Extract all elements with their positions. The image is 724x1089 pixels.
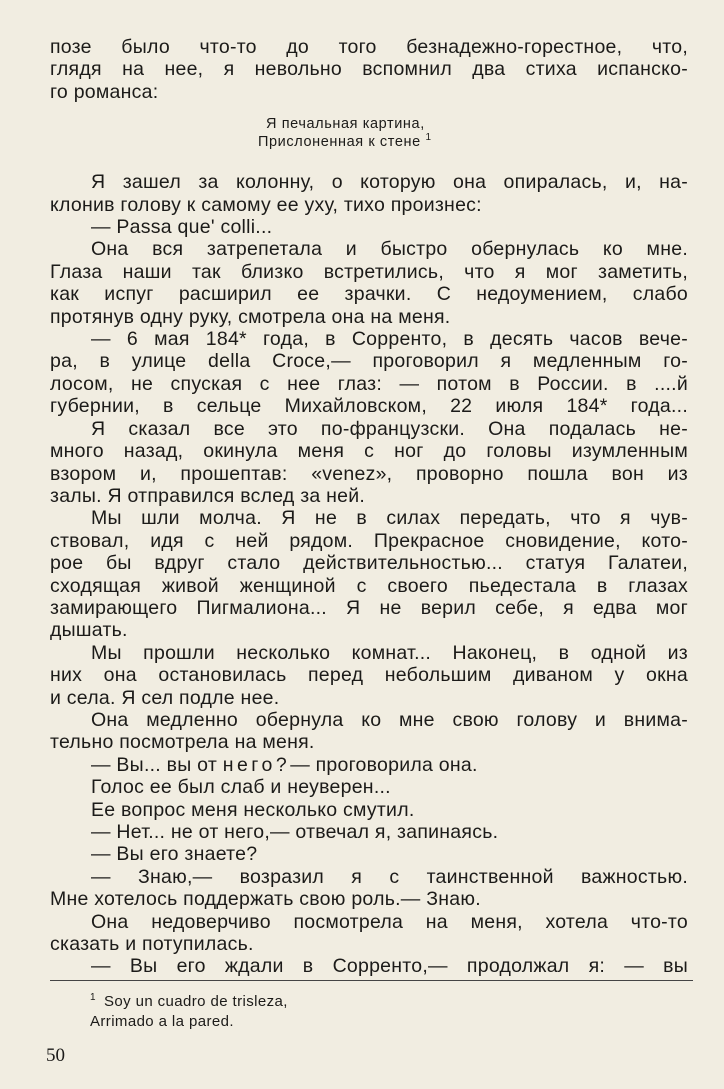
- footnote-reference: 1: [425, 132, 432, 144]
- text-line: го романса:: [50, 80, 159, 103]
- paragraph: [50, 955, 688, 977]
- text-line: — Вы его знаете?: [91, 843, 258, 866]
- text-line: сходящая живой женщиной с своего пьедестала в глазах: [50, 574, 688, 597]
- text-line: Она недоверчиво посмотрела на меня, хотела что-то: [91, 910, 688, 933]
- paragraph: [50, 171, 688, 216]
- text-line: ствовал, идя с ней рядом. Прекрасное сновидение, кото-: [50, 529, 688, 552]
- spaced-emphasis: него?: [222, 753, 291, 776]
- text-line: — Знаю,— возразил я с таинственной важностью.: [91, 865, 688, 888]
- footnote-line: [90, 992, 288, 1012]
- text-line: Глаза наши так близко встретились, что я мог заметить,: [50, 260, 688, 283]
- text-line: Ее вопрос меня несколько смутил.: [91, 798, 415, 821]
- paragraph: [50, 821, 688, 843]
- text-line: Мы прошли несколько комнат... Наконец, в одной из: [91, 641, 688, 664]
- text-line: губернии, в сельце Михайловском, 22 июля 184* года...: [50, 395, 688, 418]
- text-line: Мне хотелось поддержать свою роль.— Знаю.: [50, 888, 481, 911]
- text-line: [50, 754, 688, 776]
- paragraph: [50, 866, 688, 911]
- text-line: Голос ее был слаб и неуверен...: [91, 776, 391, 799]
- paragraph: [50, 507, 688, 641]
- text-line: лосом, не спуская с нее глаз: — потом в России. в ....й: [50, 372, 688, 395]
- text-line: Она медленно обернула ко мне свою голову и внима-: [91, 708, 688, 731]
- epigraph-line: [258, 133, 688, 151]
- text-line: — 6 мая 184* года, в Сорренто, в десять часов вече-: [91, 328, 688, 351]
- text-line: — Вы его ждали в Сорренто,— продолжал я: — вы: [91, 955, 688, 978]
- body-text: [50, 36, 688, 978]
- text-line: сказать и потупилась.: [50, 933, 254, 956]
- paragraph: [50, 418, 688, 508]
- text-line: них она остановилась перед небольшим диваном у окна: [50, 664, 688, 687]
- text-line: позе было что-то до того безнадежно-горестное, что,: [50, 36, 688, 58]
- paragraph: [50, 238, 688, 328]
- footnote: [90, 992, 288, 1032]
- footnote-text: Soy un cuadro de trisleza,: [103, 993, 288, 1010]
- epigraph: [258, 115, 688, 151]
- text-line: замирающего Пигмалиона... Я не верил себе, я едва мог: [50, 596, 688, 619]
- text-line: клонив голову к самому ее уху, тихо произнес:: [50, 193, 482, 216]
- text-line: много назад, окинула меня с ног до головы изумленным: [50, 440, 688, 463]
- text-line: тельно посмотрела на меня.: [50, 731, 315, 754]
- text-line: как испуг расширил ее зрачки. С недоумением, слабо: [50, 283, 688, 306]
- text-line: рое бы вдруг стало действительностью... статуя Галатеи,: [50, 552, 688, 575]
- text-line: — Passa que' colli...: [91, 216, 273, 239]
- text-line: Она вся затрепетала и быстро обернулась ко мне.: [91, 238, 688, 261]
- text-line: — Нет... не от него,— отвечал я, запинаясь.: [91, 821, 499, 843]
- text-line: Я сказал все это по-французски. Она подалась не-: [91, 417, 688, 440]
- footnote-line: Arrimado a la pared.: [90, 1013, 234, 1030]
- paragraph: [50, 216, 688, 238]
- footnote-divider: [50, 980, 693, 981]
- footnote-mark: 1: [90, 992, 96, 1003]
- text-line: Я зашел за колонну, о которую она опиралась, и, на-: [91, 171, 688, 194]
- text-line: дышать.: [50, 619, 128, 642]
- paragraph: [50, 799, 688, 821]
- paragraph: [50, 709, 688, 754]
- dialogue-text: — Вы... вы от: [91, 753, 218, 776]
- text-line: и села. Я сел подле нее.: [50, 686, 280, 709]
- paragraph: [50, 843, 688, 865]
- text-line: Мы шли молча. Я не в силах передать, что я чув-: [91, 507, 688, 530]
- paragraph: [50, 776, 688, 798]
- paragraph: [50, 642, 688, 709]
- dialogue-text: — проговорила она.: [290, 753, 478, 776]
- text-line: протянув одну руку, смотрела она на меня.: [50, 305, 451, 328]
- text-line: залы. Я отправился вслед за ней.: [50, 484, 366, 507]
- paragraph: [50, 911, 688, 956]
- text-line: глядя на нее, я невольно вспомнил два стиха испанско-: [50, 58, 688, 81]
- epigraph-line-text: Прислоненная к стене: [258, 134, 421, 151]
- paragraph: [50, 328, 688, 418]
- text-line: взором и, прошептав: «venez», проворно пошла вон из: [50, 462, 688, 485]
- paragraph-opening: [50, 36, 688, 103]
- text-line: ра, в улице della Croce,— проговорил я медленным го-: [50, 350, 688, 373]
- epigraph-line: Я печальная картина,: [266, 116, 425, 133]
- page-number: 50: [46, 1045, 65, 1066]
- paragraph: [50, 754, 688, 776]
